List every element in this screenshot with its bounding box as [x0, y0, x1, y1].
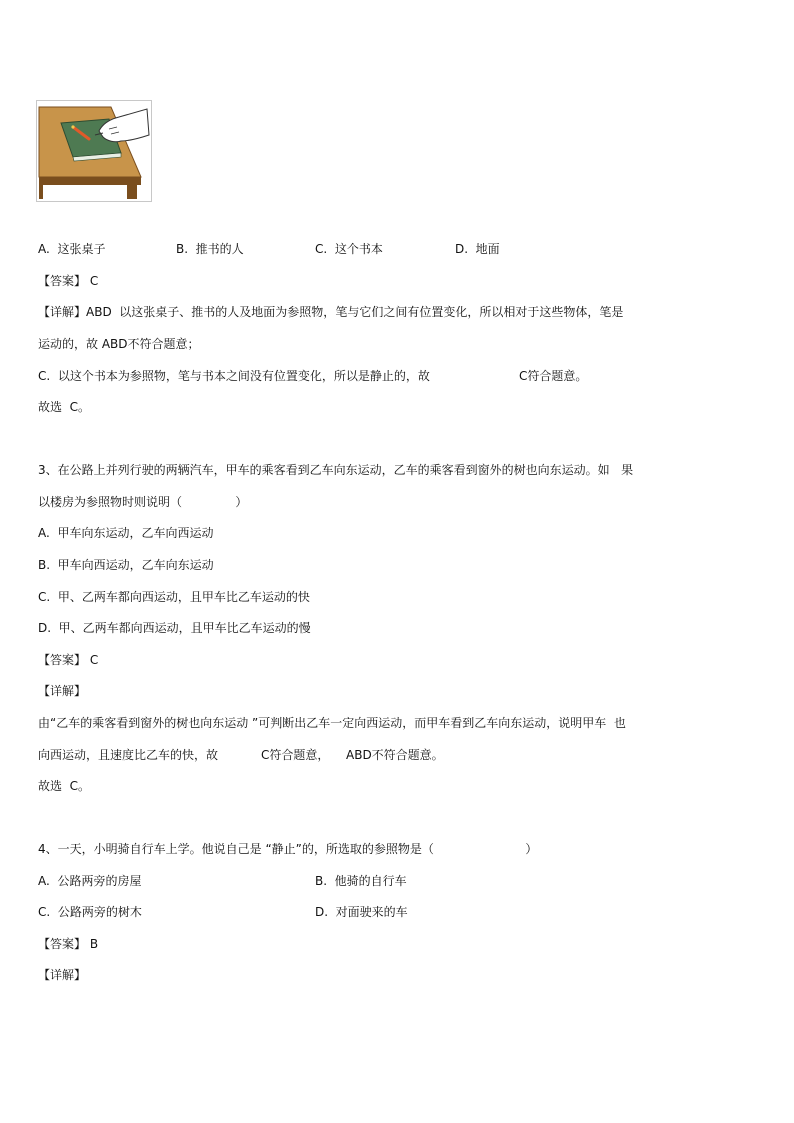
q3-detail-line-2c: ABD不符合题意。	[346, 748, 444, 762]
q4-detail-label: 【详解】	[38, 968, 87, 982]
q4-option-b: B. 他骑的自行车	[315, 874, 407, 888]
q2-option-c: C. 这个书本	[315, 242, 383, 256]
q2-conclusion: 故选 C。	[38, 400, 91, 414]
q2-answer: 【答案】 C	[38, 274, 99, 288]
book-on-table-illustration	[36, 100, 152, 202]
q2-detail-line-3a: C. 以这个书本为参照物，笔与书本之间没有位置变化，所以是静止的，故	[38, 369, 430, 383]
q4-option-a: A. 公路两旁的房屋	[38, 874, 142, 888]
q3-conclusion: 故选 C。	[38, 779, 91, 793]
table-leg	[127, 185, 137, 199]
q3-detail-label: 【详解】	[38, 684, 87, 698]
table-leg-left	[39, 185, 43, 199]
q3-option-c: C. 甲、乙两车都向西运动，且甲车比乙车运动的快	[38, 590, 310, 604]
q2-option-a: A. 这张桌子	[38, 242, 106, 256]
q3-detail-line-2a: 向西运动，且速度比乙车的快，故	[38, 748, 219, 762]
q3-option-d: D. 甲、乙两车都向西运动，且甲车比乙车运动的慢	[38, 621, 311, 635]
q3-option-b: B. 甲车向西运动，乙车向东运动	[38, 558, 214, 572]
pen-tip	[71, 125, 74, 128]
table-edge	[39, 177, 141, 185]
q3-detail-line-2b: C符合题意，	[261, 748, 330, 762]
q3-answer: 【答案】 C	[38, 653, 99, 667]
q2-detail-line-3b: C符合题意。	[519, 369, 588, 383]
book-on-table-push-illustration-icon	[37, 101, 151, 201]
q3-detail-line-1: 由“乙车的乘客看到窗外的树也向东运动 ”可判断出乙车一定向西运动，而甲车看到乙车向东运动，说明甲车 也	[38, 716, 626, 730]
q4-option-d: D. 对面驶来的车	[315, 905, 408, 919]
q4-stem: 4、一天，小明骑自行车上学。他说自己是 “静止”的，所选取的参照物是（ ）	[38, 842, 538, 856]
q3-stem-line-2: 以楼房为参照物时则说明（ ）	[38, 495, 248, 509]
q2-option-b: B. 推书的人	[176, 242, 244, 256]
q2-detail-line-2: 运动的，故 ABD不符合题意；	[38, 337, 200, 351]
q4-option-c: C. 公路两旁的树木	[38, 905, 142, 919]
q2-option-d: D. 地面	[455, 242, 500, 256]
q4-answer: 【答案】 B	[38, 937, 99, 951]
q3-stem-line-1: 3、在公路上并列行驶的两辆汽车，甲车的乘客看到乙车向东运动，乙车的乘客看到窗外的树也向东运动。如 果	[38, 463, 634, 477]
q2-detail-line-1: 【详解】ABD 以这张桌子、推书的人及地面为参照物，笔与它们之间有位置变化，所以相对于这些物体，笔是	[38, 305, 624, 319]
q3-option-a: A. 甲车向东运动，乙车向西运动	[38, 526, 214, 540]
